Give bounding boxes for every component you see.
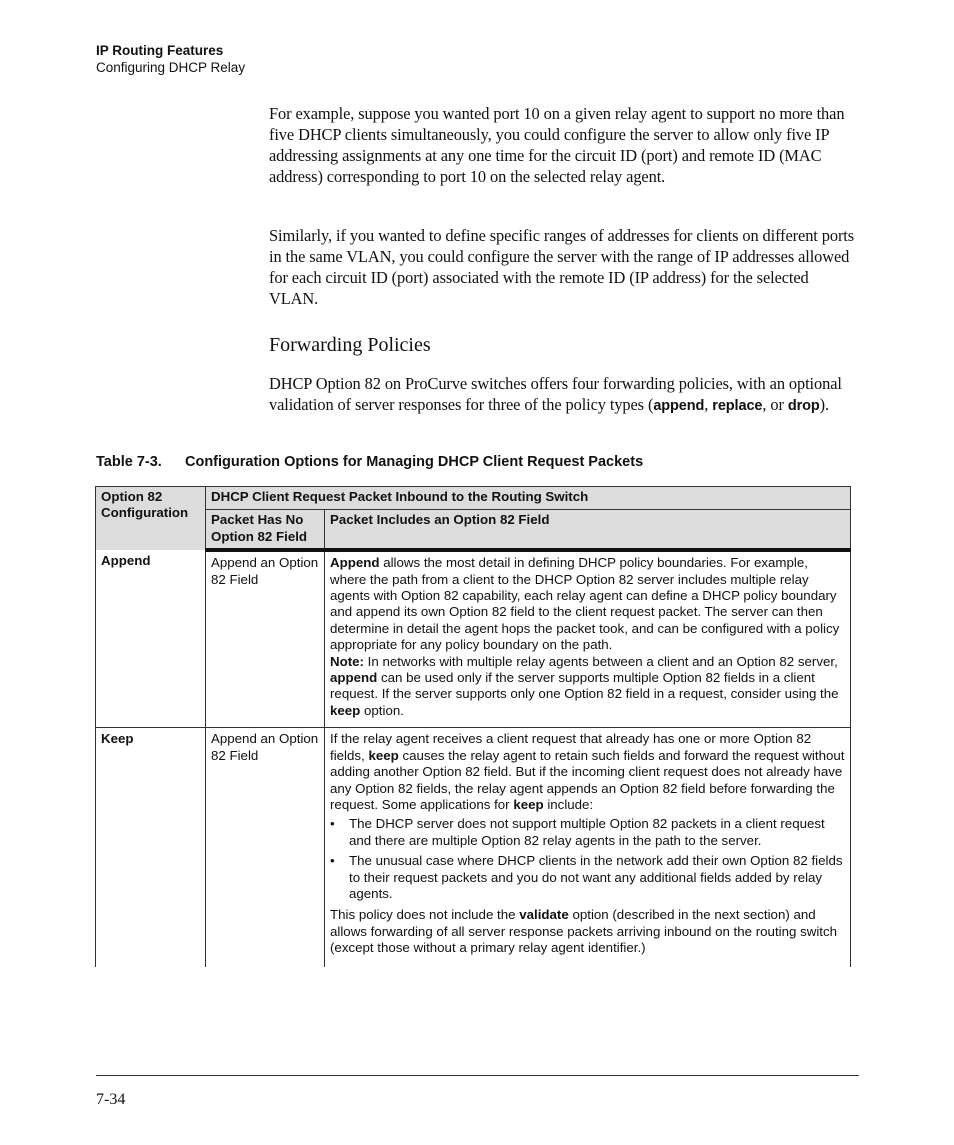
list-item: • The unusual case where DHCP clients in the network add their own Option 82 fields to their request packets and you do not want any additional fields added by relay agents. [349, 853, 845, 902]
cell-config-keep: Keep [96, 728, 206, 967]
keyword-append: append [653, 398, 705, 414]
text-run: causes the relay agent to retain such fields and forward the request without adding another Option 82 field. But if the incoming client request does not already have any Option 82 fields, the relay agent appends an Option 82 field before forwarding the request. Some applications for [330, 747, 845, 812]
keep-validate-note [330, 907, 845, 956]
paragraph-forwarding-intro [269, 373, 859, 417]
text-run: include: [543, 796, 594, 812]
text-run: This policy does not include the [330, 907, 520, 923]
text-run: In networks with multiple relay agents between a client and an Option 82 server, [363, 653, 838, 669]
keyword-keep: keep [368, 747, 399, 763]
paragraph-example: For example, suppose you wanted port 10 on a given relay agent to support no more than five DHCP clients simultaneously, you could configure the server to allow only five IP addressing assignments at any one time for the circuit ID (port) and remote ID (MAC address) corresponding to port 10 on the selected relay agent. [269, 104, 845, 186]
keyword-append: append [330, 670, 378, 686]
text-run: option (described in the next section) and allows forwarding of all server response packets arriving inbound on the routing switch (except those without a primary relay agent identifier.) [330, 907, 838, 956]
header-option82-config: Option 82 Configuration [96, 487, 206, 551]
text-run: ). [819, 395, 830, 414]
table-number: Table 7-3. [96, 454, 162, 470]
append-note [330, 654, 845, 720]
keyword-keep: keep [330, 702, 361, 718]
cell-includes-option-keep [325, 728, 851, 967]
footer-rule [96, 1075, 859, 1076]
options-table [95, 486, 851, 967]
text-run: can be used only if the server supports multiple Option 82 fields in a client request. If the server supports only one Option 82 field in a request, consider using the [330, 670, 839, 702]
paragraph-similarly: Similarly, if you wanted to define specific ranges of addresses for clients on different ports in the same VLAN, you could configure the server with the range of IP addresses allowed for each circuit ID (port) associated with the remote ID (IP address) for the selected VLAN. [269, 226, 855, 308]
header-subsection: Configuring DHCP Relay [96, 60, 246, 75]
cell-no-option-keep: Append an Option 82 Field [206, 728, 325, 967]
header-inbound-packet: DHCP Client Request Packet Inbound to the Routing Switch [206, 487, 851, 510]
keep-applications-list [330, 816, 845, 902]
text-run: , or [762, 395, 788, 414]
table-subheader-row [96, 510, 851, 550]
table-row-keep [96, 728, 851, 967]
running-header [96, 42, 245, 76]
header-includes-option82: Packet Includes an Option 82 Field [325, 510, 851, 550]
keyword-replace: replace [712, 398, 763, 414]
keep-description [330, 731, 845, 813]
header-section: IP Routing Features [96, 43, 224, 58]
text-run: allows the most detail in defining DHCP policy boundaries. For example, where the path from a client to the DHCP Option 82 server includes multiple relay agents with Option 82 capability, each relay agent can define a DHCP policy boundary and append its own Option 82 field to the client request packet. The server can then determine in detail the agent hops the packet took, and can be configured with a policy appropriate for any policy boundary on the path. [330, 555, 840, 653]
append-description [330, 555, 845, 653]
text-run: DHCP Option 82 on ProCurve switches offers four forwarding policies, with an optional validation of server responses for three of the policy types ( [269, 374, 842, 414]
text-run: If the relay agent receives a client request that already has one or more Option 82 fields, [330, 731, 812, 763]
cell-no-option-append: Append an Option 82 Field [206, 550, 325, 728]
header-no-option82: Packet Has No Option 82 Field [206, 510, 325, 550]
subheading-forwarding-policies: Forwarding Policies [269, 334, 431, 356]
keyword-validate: validate [519, 907, 569, 923]
cell-config-append: Append [96, 550, 206, 728]
keyword-keep: keep [513, 796, 544, 812]
cell-includes-option-append [325, 550, 851, 728]
text-run: , [704, 395, 713, 414]
note-label: Note: [330, 653, 364, 669]
page-number: 7-34 [96, 1091, 126, 1108]
table-title: Configuration Options for Managing DHCP Client Request Packets [185, 454, 644, 470]
table-caption [96, 454, 643, 470]
text-run: option. [360, 702, 404, 718]
keyword-append: Append [330, 555, 380, 571]
list-item: • The DHCP server does not support multiple Option 82 packets in a client request and there are multiple Option 82 relay agents in the path to the server. [349, 816, 845, 849]
keyword-drop: drop [787, 398, 820, 414]
table-header-row [96, 487, 851, 510]
table-row-append [96, 550, 851, 728]
